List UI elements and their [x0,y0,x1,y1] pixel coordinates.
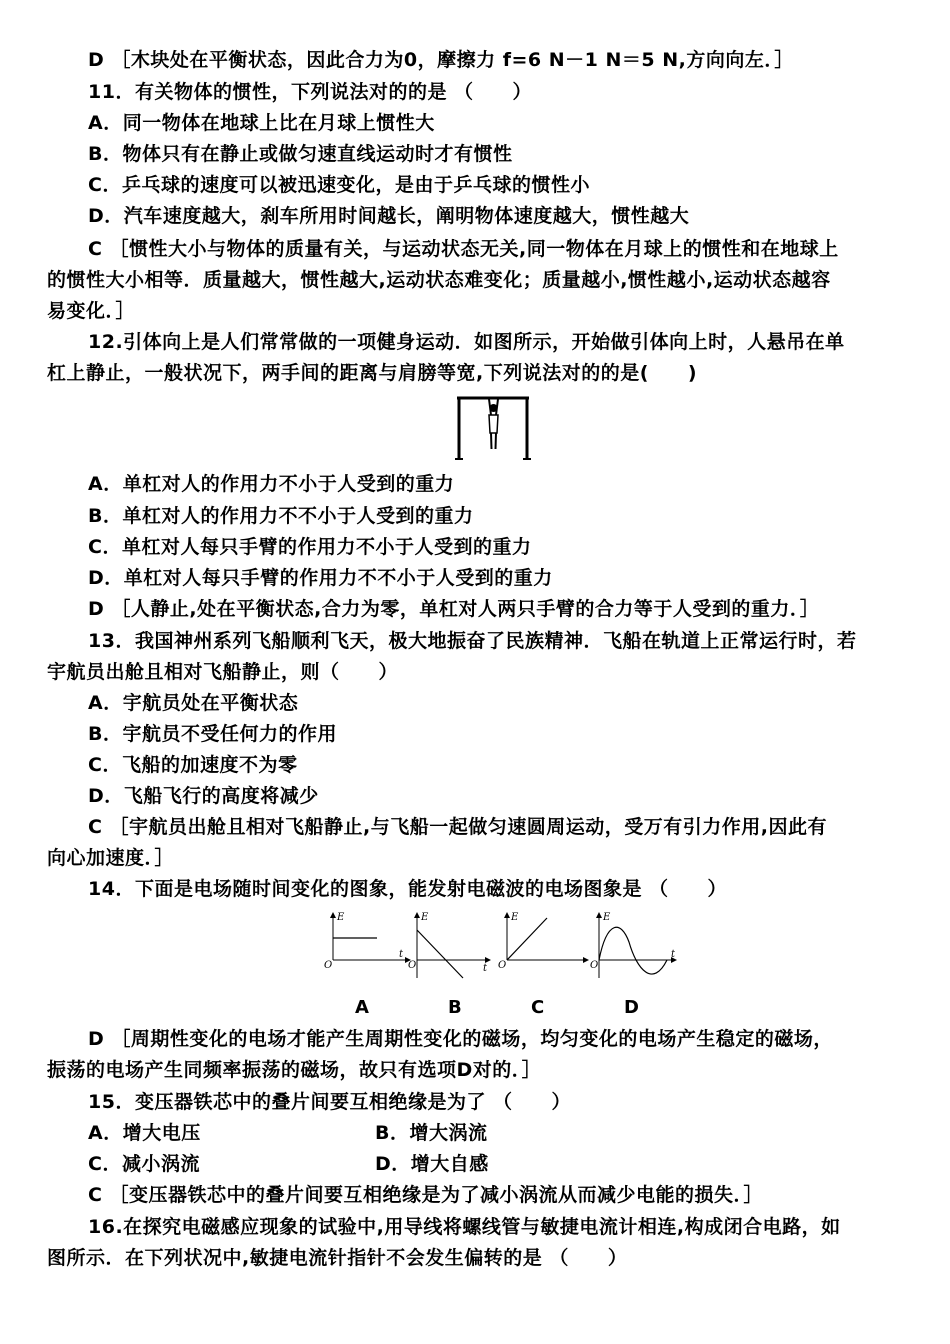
question-11: 11．有关物体的惯性，下列说法对的的是 （ ） [88,81,533,103]
question-13-line2: 宇航员出舱且相对飞船静止，则（ ） [47,661,399,683]
electric-field-graphs [315,910,690,982]
option-11a: A．同一物体在地球上比在月球上惯性大 [88,112,435,134]
question-16-line2: 图所示．在下列状况中,敏捷电流针指针不会发生偏转的是 （ ） [47,1247,628,1269]
graph-label-a: A [355,997,369,1018]
graph-label-b: B [448,997,462,1018]
option-13a: A．宇航员处在平衡状态 [88,692,299,714]
answer-12: D ［人静止,处在平衡状态,合力为零，单杠对人两只手臂的合力等于人受到的重力．］ [88,598,820,620]
graph-d-y-label: E [603,912,611,923]
question-16: 16.在探究电磁感应现象的试验中,用导线将螺线管与敏捷电流计相连,构成闭合电路，如 [88,1216,841,1238]
graph-c [498,912,589,971]
graph-b [408,912,491,978]
graph-label-c: C [531,997,545,1018]
answer-11: C ［惯性大小与物体的质量有关，与运动状态无关,同一物体在月球上的惯性和在地球上 [88,238,839,260]
answer-11-line3: 易变化．］ [47,300,136,322]
graph-c-origin-label: O [498,960,507,971]
answer-10: D ［木块处在平衡状态，因此合力为0，摩擦力 f=6 N－1 N＝5 N,方向向左．］ [88,49,794,71]
graph-c-y-label: E [511,912,519,923]
option-15a: A．增大电压 [88,1122,201,1144]
option-12d: D．单杠对人每只手臂的作用力不不小于人受到的重力 [88,567,553,589]
graph-a-x-label: t [399,949,404,960]
option-11c: C．乒乓球的速度可以被迅速变化，是由于乒乓球的惯性小 [88,174,590,196]
option-15d: D．增大自感 [375,1153,489,1175]
graph-d-x-label: t [671,949,676,960]
option-12b: B．单杠对人的作用力不不小于人受到的重力 [88,505,474,527]
graph-b-origin-label: O [408,960,417,971]
option-13d: D．飞船飞行的高度将减少 [88,785,319,807]
option-11d: D．汽车速度越大，刹车所用时间越长，阐明物体速度越大，惯性越大 [88,205,690,227]
option-12a: A．单杠对人的作用力不小于人受到的重力 [88,473,455,495]
graph-a-origin-label: O [324,960,333,971]
graph-a [324,912,411,971]
option-15c: C．减小涡流 [88,1153,200,1175]
pull-up-figure [453,393,533,461]
question-12-line2: 杠上静止，一般状况下，两手间的距离与肩膀等宽,下列说法对的的是( ) [47,362,698,384]
question-12: 12.引体向上是人们常常做的一项健身运动．如图所示，开始做引体向上时，人悬吊在单 [88,331,845,353]
graph-d [590,912,677,978]
option-13c: C．飞船的加速度不为零 [88,754,298,776]
option-11b: B．物体只有在静止或做匀速直线运动时才有惯性 [88,143,513,165]
graph-b-y-label: E [421,912,429,923]
question-13: 13．我国神州系列飞船顺利飞天，极大地振奋了民族精神．飞船在轨道上正常运行时，若 [88,630,857,652]
answer-14-line2: 振荡的电场产生同频率振荡的磁场，故只有选项D对的．］ [47,1059,542,1081]
question-15: 15．变压器铁芯中的叠片间要互相绝缘是为了 （ ） [88,1091,572,1113]
graph-b-x-label: t [483,963,488,974]
answer-11-line2: 的惯性大小相等．质量越大，惯性越大,运动状态难变化；质量越小,惯性越小,运动状态越容 [47,269,831,291]
option-12c: C．单杠对人每只手臂的作用力不小于人受到的重力 [88,536,532,558]
answer-14: D ［周期性变化的电场才能产生周期性变化的磁场，均匀变化的电场产生稳定的磁场， [88,1028,833,1050]
answer-15: C ［变压器铁芯中的叠片间要互相绝缘是为了减小涡流从而减少电能的损失．］ [88,1184,764,1206]
answer-13-line2: 向心加速度．］ [47,847,175,869]
question-14: 14．下面是电场随时间变化的图象，能发射电磁波的电场图象是 （ ） [88,878,728,900]
option-13b: B．宇航员不受任何力的作用 [88,723,337,745]
option-15b: B．增大涡流 [375,1122,488,1144]
answer-13: C ［宇航员出舱且相对飞船静止,与飞船一起做匀速圆周运动，受万有引力作用,因此有 [88,816,827,838]
graph-label-d: D [624,997,639,1018]
graph-a-y-label: E [337,912,345,923]
graph-d-origin-label: O [590,960,599,971]
